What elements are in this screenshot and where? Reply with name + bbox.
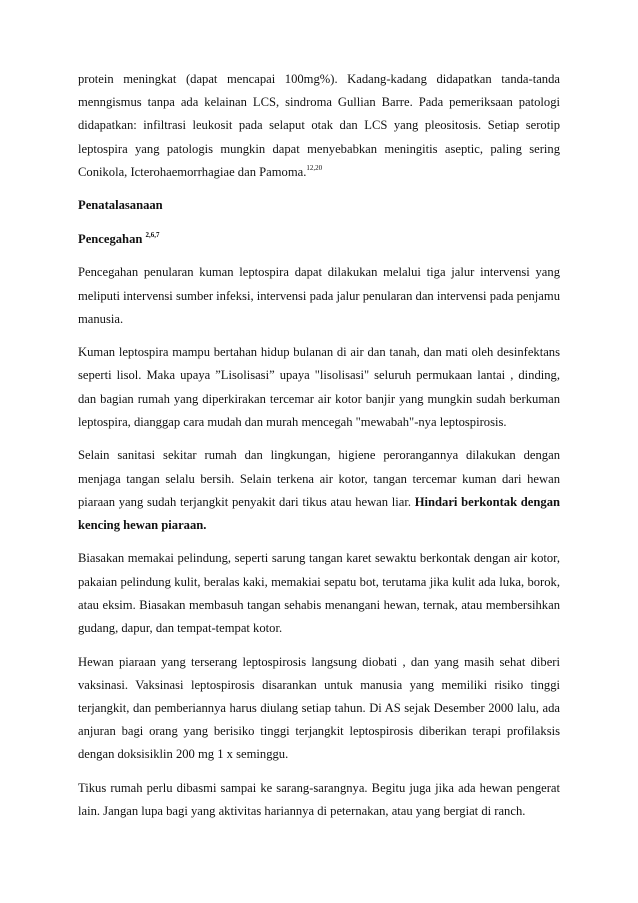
paragraph-vaccination: Hewan piaraan yang terserang leptospirosis langsung diobati , dan yang masih sehat diberi vaksinasi. Vaksinasi leptospirosis disarankan untuk manusia yang memiliki risiko tinggi terjangkit, dan pemberiannya harus diulang setiap tahun. Di AS sejak Desember 2000 lalu, ada anjuran bagi orang yang berisiko tinggi terjangkit leptospirosis diberikan terapi profilaksis dengan doksisiklin 200 mg 1 x seminggu. (78, 654, 560, 762)
document-page (78, 68, 560, 834)
paragraph-meningitis (78, 68, 560, 184)
subsection-heading-text: Pencegahan (78, 231, 143, 246)
section-heading-penatalaksanaan: Penatalasanaan (78, 198, 163, 213)
paragraph-lisolisasi: Kuman leptospira mampu bertahan hidup bulanan di air dan tanah, dan mati oleh desinfektans seperti lisol. Maka upaya ”Lisolisasi” upaya "lisolisasi" seluruh permukaan lantai , dinding, dan bagian rumah yang diperkirakan tercemar air kotor banjir yang mungkin sudah berkuman leptospira, dianggap cara mudah dan murah mencegah "mewabah"-nya leptospirosis. (78, 345, 560, 429)
paragraph-intervention: Pencegahan penularan kuman leptospira dapat dilakukan melalui tiga jalur intervensi yang meliputi intervensi sumber infeksi, intervensi pada jalur penularan dan intervensi pada penjamu manusia. (78, 265, 560, 326)
paragraph-hygiene-text: Selain sanitasi sekitar rumah dan lingkungan, higiene perorangannya dilakukan dengan menjaga tangan selalu bersih. Selain terkena air kotor, tangan tercemar kuman dari hewan piaraan yang sudah terjangkit penyakit dari tikus atau hewan liar. (78, 448, 560, 509)
citation-ref: 2,6,7 (145, 230, 160, 239)
paragraph-hygiene (78, 444, 560, 537)
paragraph-meningitis-text: protein meningkat (dapat mencapai 100mg%). Kadang-kadang didapatkan tanda-tanda menngismus tanpa ada kelainan LCS, sindroma Gullian Barre. Pada pemeriksaan patologi didapatkan: infiltrasi leukosit pada selaput otak dan LCS yang pleositosis. Setiap serotip leptospira yang patologis mungkin dapat menyebabkan meningitis aseptic, paling sering Conikola, Icterohaemorrhagiae dan Pamoma. (78, 72, 560, 179)
paragraph-rodent-control: Tikus rumah perlu dibasmi sampai ke sarang-sarangnya. Begitu juga jika ada hewan pengerat lain. Jangan lupa bagi yang aktivitas hariannya di peternakan, atau yang bergiat di ranch. (78, 780, 560, 819)
citation-ref: 12,20 (306, 163, 323, 172)
subsection-heading-pencegahan (78, 228, 560, 251)
emphasis-warning: Hindari berkontak dengan kencing hewan piaraan. (78, 494, 560, 532)
paragraph-protection: Biasakan memakai pelindung, seperti sarung tangan karet sewaktu berkontak dengan air kotor, pakaian pelindung kulit, beralas kaki, memakiai sepatu bot, terutama jika kulit ada luka, borok, atau eksim. Biasakan membasuh tangan sehabis menangani hewan, ternak, atau membersihkan gudang, dapur, dan tempat-tempat kotor. (78, 551, 560, 636)
